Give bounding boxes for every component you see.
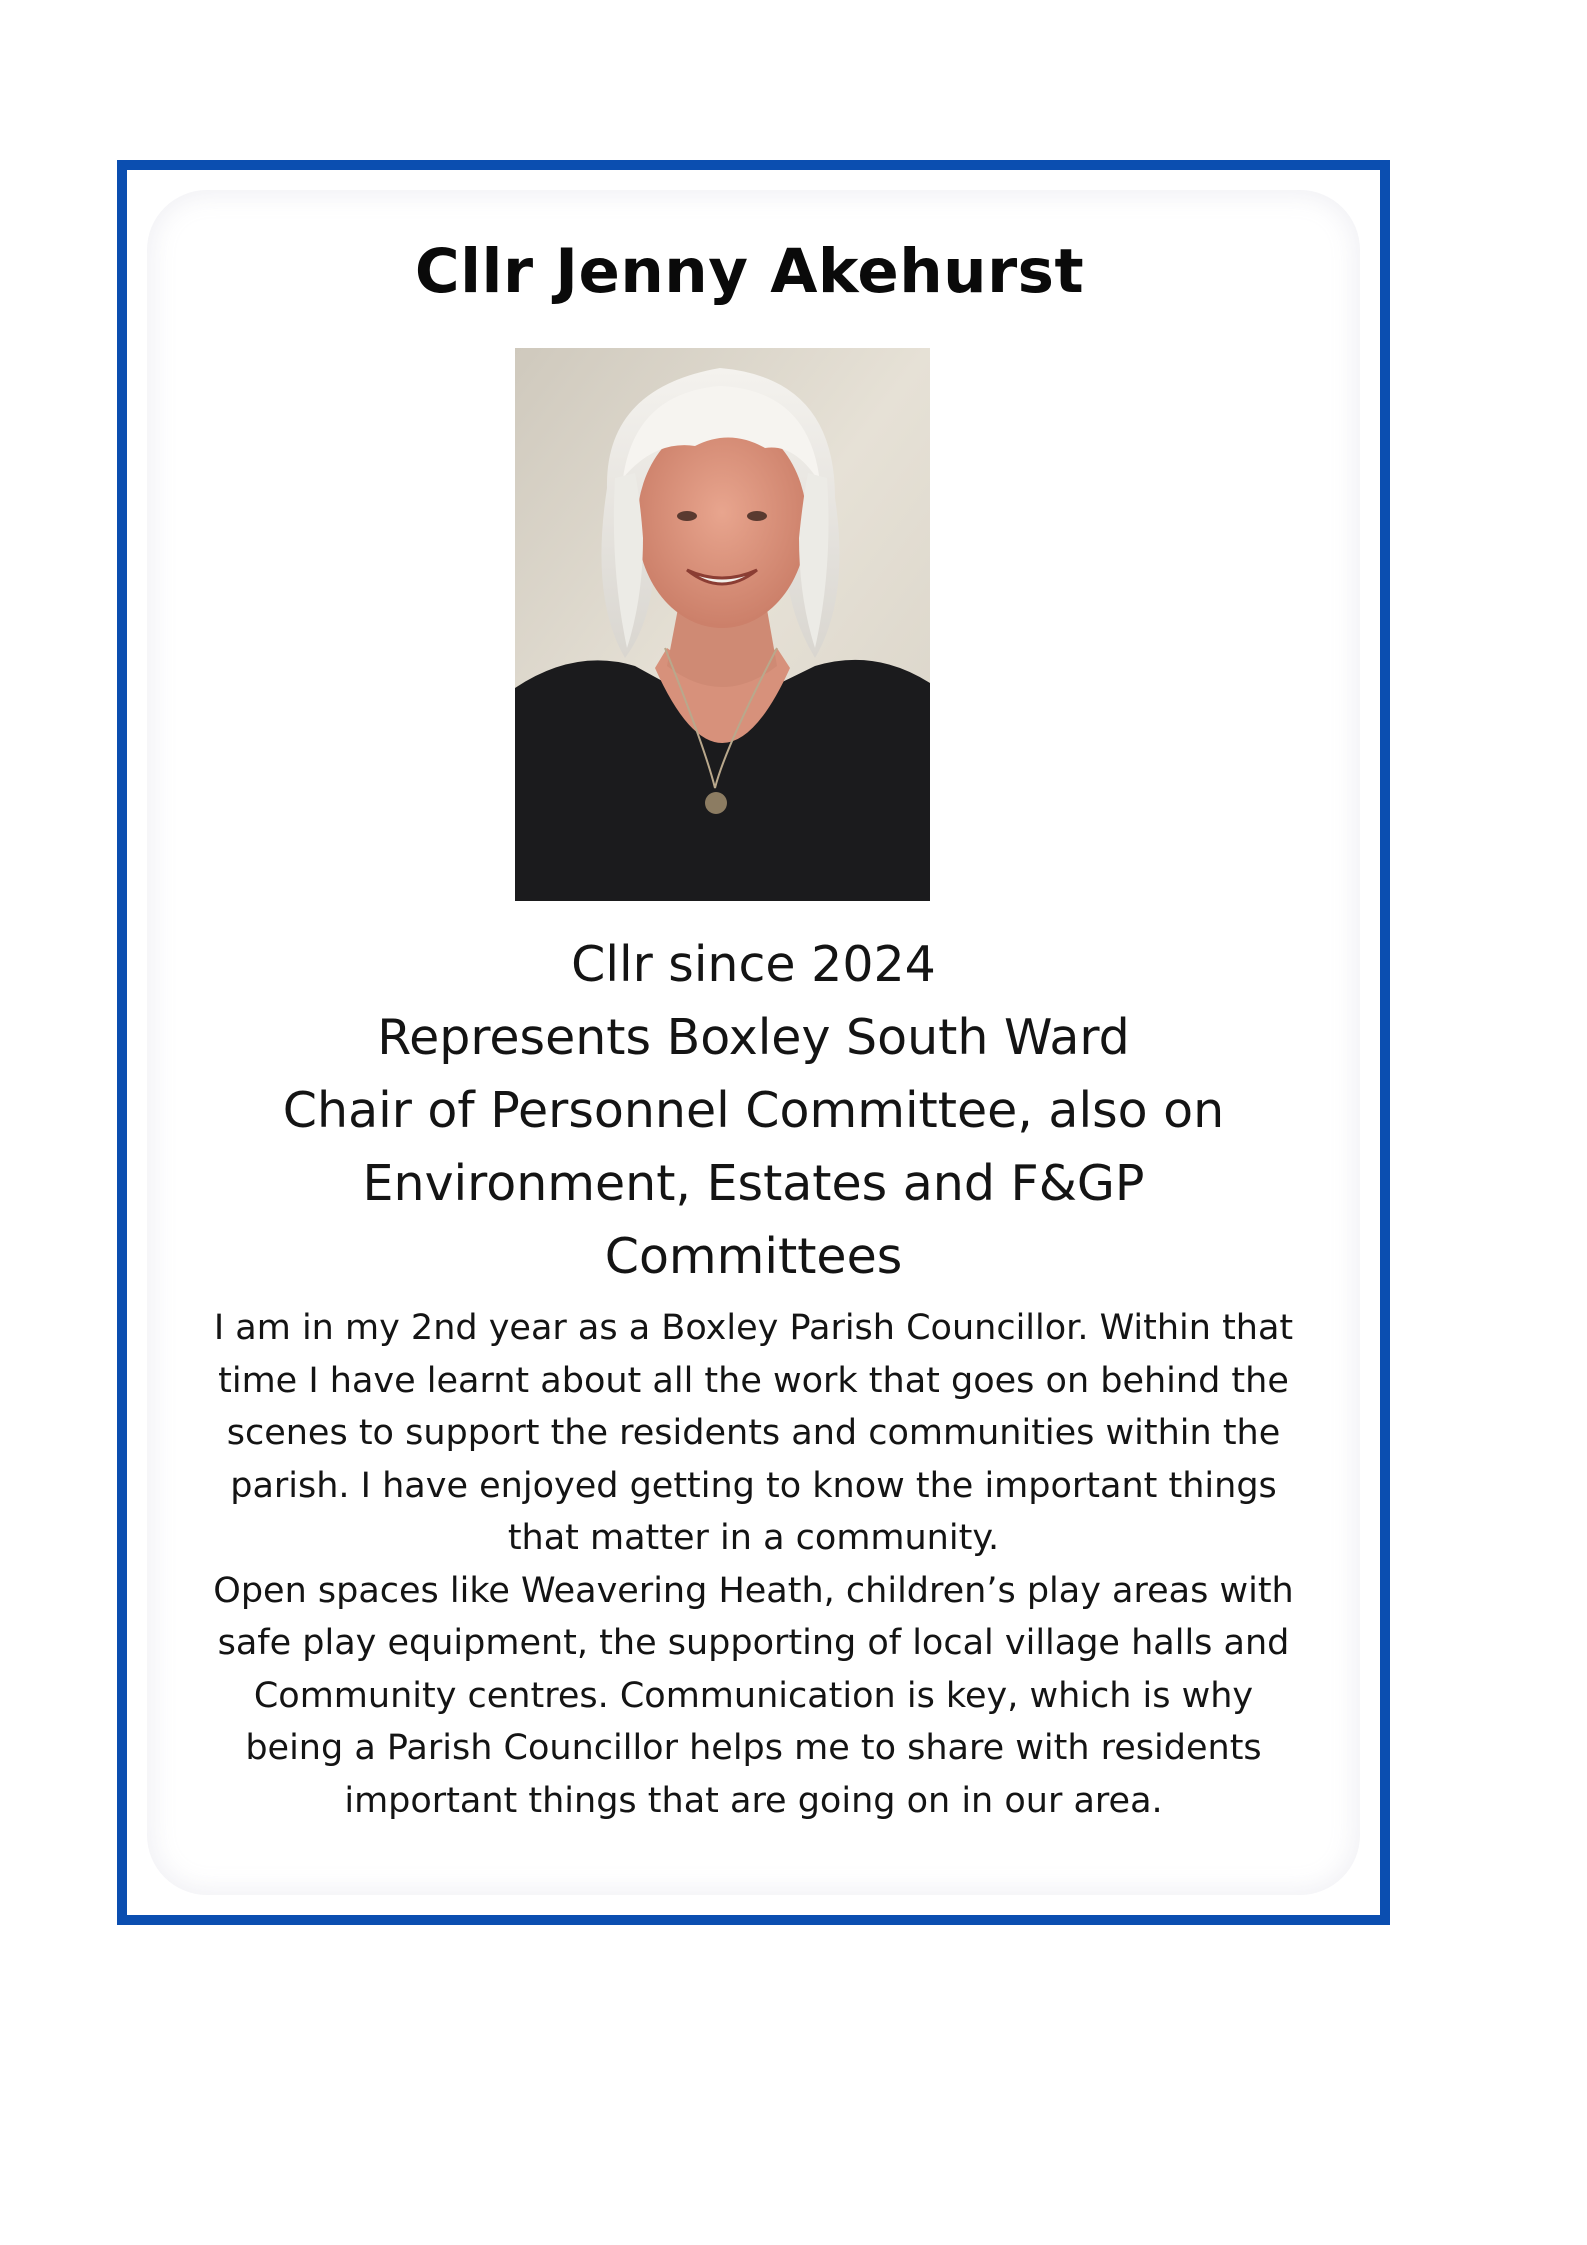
bio-line: being a Parish Councillor helps me to share with residents xyxy=(245,1728,1262,1768)
role-line: Cllr since 2024 xyxy=(571,936,936,993)
bio-line: scenes to support the residents and communities within the xyxy=(226,1413,1281,1453)
bio-paragraph xyxy=(187,1302,1320,1827)
role-line: Chair of Personnel Committee, also on xyxy=(282,1082,1225,1139)
role-line: Environment, Estates and F&GP xyxy=(362,1155,1145,1212)
bio-line: I am in my 2nd year as a Boxley Parish Councillor. Within that xyxy=(213,1308,1294,1348)
portrait-illustration xyxy=(515,348,930,901)
roles-block xyxy=(187,928,1320,1293)
profile-card xyxy=(117,160,1390,1925)
bio-line: Open spaces like Weavering Heath, children’s play areas with xyxy=(213,1570,1294,1611)
bio-line: Community centres. Communication is key, which is why xyxy=(253,1675,1254,1716)
role-line: Committees xyxy=(604,1228,903,1285)
bio-line: time I have learnt about all the work that goes on behind the xyxy=(218,1360,1289,1401)
bio-line: important things that are going on in our area. xyxy=(344,1780,1163,1821)
bio-line: safe play equipment, the supporting of local village halls and xyxy=(217,1623,1290,1663)
bio-line: that matter in a community. xyxy=(507,1518,1000,1558)
bio-line: parish. I have enjoyed getting to know the important things xyxy=(230,1465,1277,1506)
portrait-photo xyxy=(515,348,930,901)
councillor-name: Cllr Jenny Akehurst xyxy=(414,236,1085,307)
role-line: Represents Boxley South Ward xyxy=(377,1009,1130,1066)
